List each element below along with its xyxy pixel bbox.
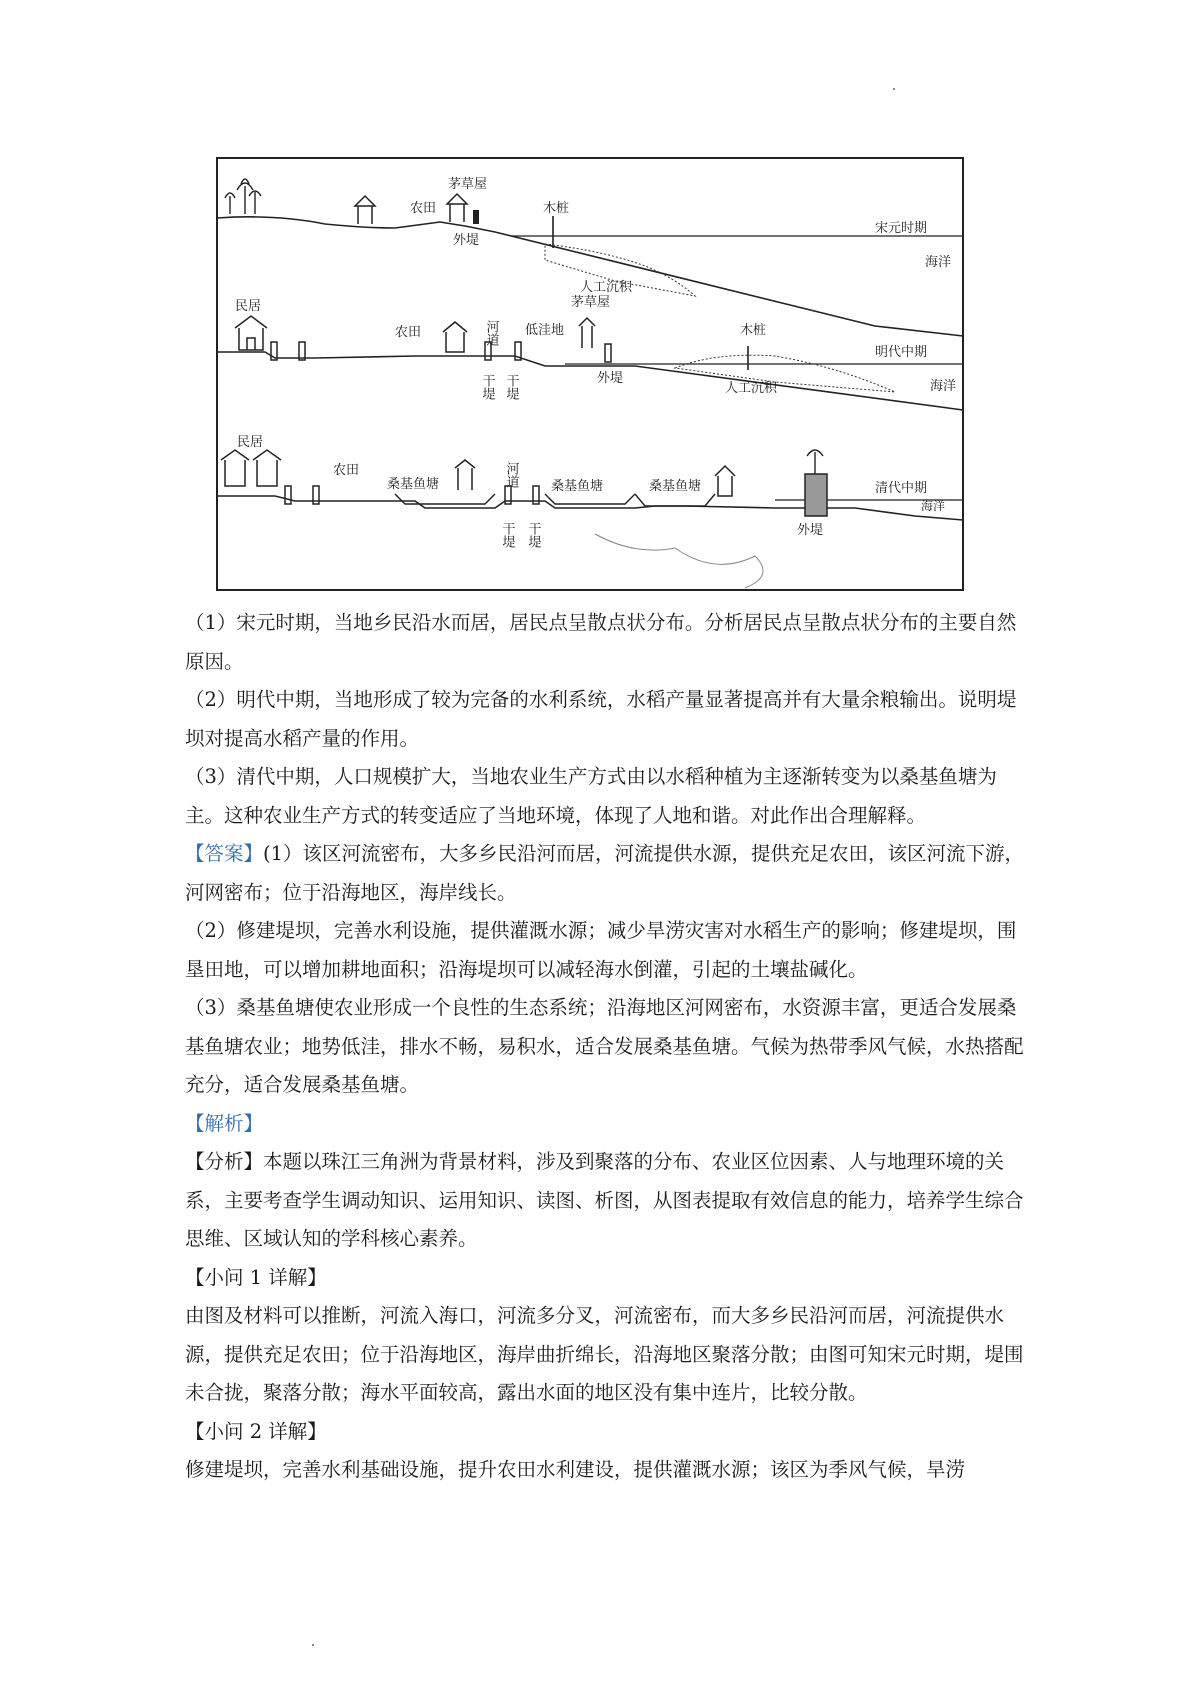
subquestion-heading: 【小问 1 详解】 bbox=[185, 1265, 327, 1289]
answer-paragraph: 【答案】(1）该区河流密布，大多乡民沿河而居，河流提供水源，提供充足农田，该区河流下游，河网密布；位于沿海地区，海岸线长。 bbox=[185, 842, 1025, 904]
scan-speck bbox=[893, 88, 895, 90]
label-hut: 茅草屋 bbox=[571, 295, 611, 310]
label-dike: 干堤 bbox=[525, 522, 541, 548]
paragraph: 由图及材料可以推断，河流入海口，河流多分叉，河流密布，而大多乡民沿河而居，河流提供水源，提供充足农田；位于沿海地区，海岸曲折绵长，沿海地区聚落分散；由图可知宋元时期，堤围未合拢，聚落分散；海水平面较高，露出水面的地区没有集中连片，比较分散。 bbox=[185, 1304, 1024, 1404]
label-fish-pond: 桑基鱼塘 bbox=[649, 479, 702, 494]
label-sea: 海洋 bbox=[921, 499, 946, 513]
label-dike: 干堤 bbox=[503, 374, 519, 400]
row-mid-ming bbox=[217, 295, 963, 410]
label-fish-pond: 桑基鱼塘 bbox=[551, 479, 604, 494]
land-profile bbox=[217, 352, 963, 410]
label-period: 明代中期 bbox=[875, 345, 928, 360]
analysis-tag: 【解析】 bbox=[185, 1111, 264, 1135]
scan-smudge bbox=[595, 534, 763, 588]
land-profile bbox=[217, 217, 963, 336]
label-period: 清代中期 bbox=[875, 481, 928, 496]
settlement-evolution-diagram bbox=[215, 156, 965, 592]
label-dike: 干堤 bbox=[479, 374, 495, 400]
label-sea: 海洋 bbox=[925, 255, 952, 270]
label-field: 农田 bbox=[395, 325, 422, 340]
label-lowland: 低洼地 bbox=[525, 323, 565, 338]
paragraph: 修建堤坝，完善水利基础设施，提升农田水利建设，提供灌溉水源；该区为季风气候，旱涝 bbox=[185, 1458, 966, 1481]
label-sediment: 人工沉积 bbox=[725, 381, 778, 396]
label-sea: 海洋 bbox=[930, 379, 957, 394]
label-dike: 干堤 bbox=[499, 522, 515, 548]
label-field: 农田 bbox=[333, 463, 360, 478]
label-post: 木桩 bbox=[543, 201, 570, 216]
scan-speck bbox=[312, 1644, 314, 1646]
analysis-heading bbox=[185, 1105, 1030, 1144]
label-fish-pond: 桑基鱼塘 bbox=[387, 477, 440, 492]
answer-tag: 【答案】 bbox=[185, 842, 264, 865]
label-outer-dike: 外堤 bbox=[797, 523, 824, 538]
tree-icon bbox=[225, 179, 261, 214]
label-river: 河道 bbox=[503, 462, 519, 488]
label-river: 河道 bbox=[483, 320, 499, 346]
label-period: 宋元时期 bbox=[875, 221, 928, 236]
label-house: 民居 bbox=[237, 435, 264, 450]
label-outer-dike: 外堤 bbox=[597, 371, 624, 386]
row-song-yuan bbox=[217, 177, 963, 336]
label-sediment: 人工沉积 bbox=[580, 280, 633, 295]
label-hut: 茅草屋 bbox=[448, 177, 488, 192]
diagram-svg bbox=[215, 156, 965, 592]
outer-dike-mark bbox=[473, 210, 479, 224]
diagram-frame bbox=[217, 158, 963, 590]
fish-pond bbox=[395, 494, 715, 506]
tree-icon bbox=[807, 450, 823, 474]
label-house: 民居 bbox=[235, 299, 262, 314]
dike-segment bbox=[271, 342, 611, 362]
subquestion-heading: 【小问 2 详解】 bbox=[185, 1419, 327, 1443]
paragraph: （2）修建堤坝，完善水利设施，提供灌溉水源；减少旱涝灾害对水稻生产的影响；修建堤坝，围垦田地，可以增加耕地面积；沿海堤坝可以减轻海水倒灌，引起的土壤盐碱化。 bbox=[185, 919, 1017, 981]
paragraph: （1）宋元时期，当地乡民沿水而居，居民点呈散点状分布。分析居民点呈散点状分布的主要自然原因。 bbox=[185, 611, 1017, 673]
paragraph: （3）桑基鱼塘使农业形成一个良性的生态系统；沿海地区河网密布，水资源丰富，更适合发展桑基鱼塘农业；地势低洼，排水不畅，易积水，适合发展桑基鱼塘。气候为热带季风气候，水热搭配充分，适合发展桑基鱼塘。 bbox=[185, 996, 1024, 1096]
outer-dike-block bbox=[805, 474, 827, 516]
paragraph: （2）明代中期，当地形成了较为完备的水利系统，水稻产量显著提高并有大量余粮输出。说明堤坝对提高水稻产量的作用。 bbox=[185, 688, 1017, 750]
label-field: 农田 bbox=[410, 201, 437, 216]
label-post: 木桩 bbox=[740, 323, 767, 338]
question-answer-text bbox=[185, 604, 1030, 1490]
paragraph: 【分析】本题以珠江三角洲为背景材料，涉及到聚落的分布、农业区位因素、人与地理环境的关系，主要考查学生调动知识、运用知识、读图、析图，从图表提取有效信息的能力，培养学生综合思维、区域认知的学科核心素养。 bbox=[185, 1150, 1024, 1250]
row-mid-qing bbox=[217, 435, 963, 588]
label-outer-dike: 外堤 bbox=[453, 233, 480, 248]
paragraph: （3）清代中期，人口规模扩大，当地农业生产方式由以水稻种植为主逐渐转变为以桑基鱼塘为主。这种农业生产方式的转变适应了当地环境，体现了人地和谐。对此作出合理解释。 bbox=[185, 765, 997, 827]
